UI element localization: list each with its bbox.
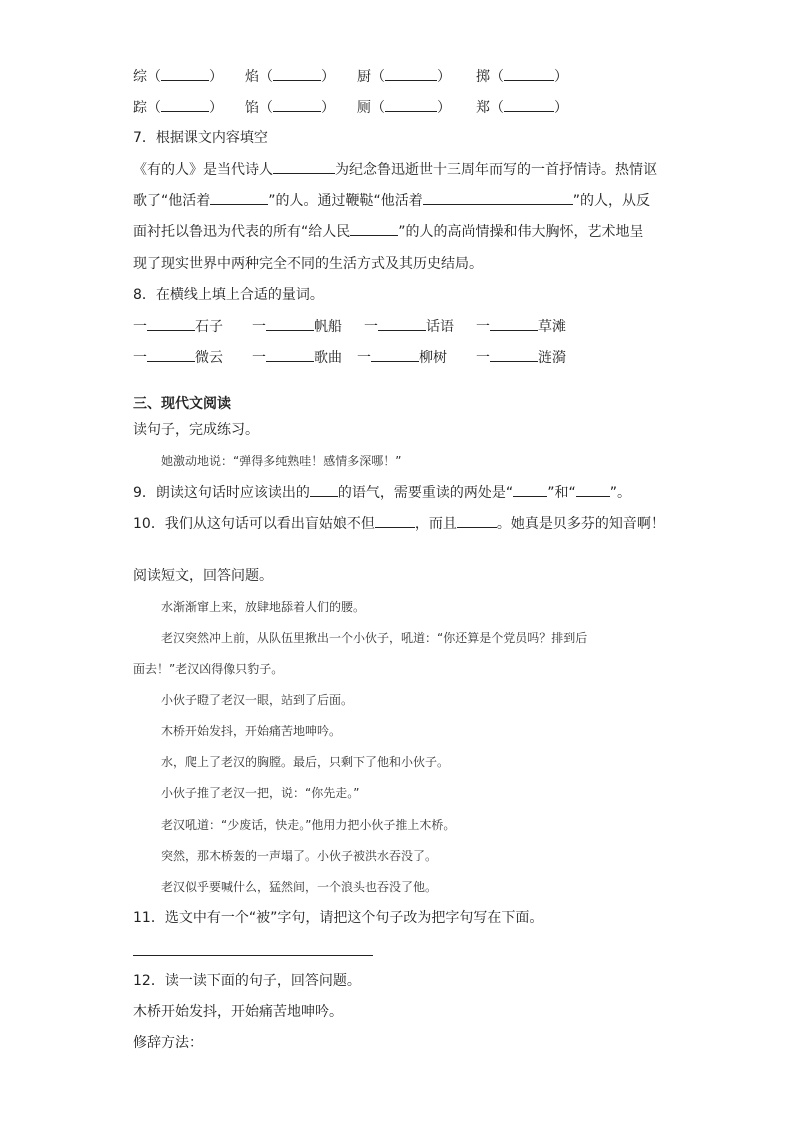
char-item: 综（ ） bbox=[133, 66, 223, 87]
passage-line: 面去！”老汉凶得像只豹子。 bbox=[133, 662, 284, 676]
answer-blank[interactable] bbox=[266, 316, 314, 331]
answer-blank[interactable] bbox=[266, 347, 314, 362]
answer-blank[interactable] bbox=[375, 513, 415, 528]
answer-blank[interactable] bbox=[385, 66, 437, 81]
q7-line-4: 现了现实世界中两种完全不同的生活方式及其历史结局。 bbox=[133, 256, 483, 272]
answer-blank[interactable] bbox=[371, 347, 419, 362]
q7-line-2: 歌了“他活着 ”的人。通过鞭鞑“他活着 ”的人，从反 bbox=[133, 190, 650, 211]
q12-sentence: 木桥开始发抖，开始痛苦地呻吟。 bbox=[133, 1004, 343, 1020]
passage-line: 老汉吼道：“少废话，快走。”他用力把小伙子推上木桥。 bbox=[161, 818, 456, 832]
measure-item: 一 草滩 bbox=[476, 316, 566, 337]
passage-line: 老汉似乎要喊什么，猛然间，一个浪头也吞没了他。 bbox=[161, 880, 438, 894]
section-instruction: 读句子，完成练习。 bbox=[133, 422, 259, 438]
answer-blank[interactable] bbox=[513, 482, 547, 497]
answer-blank[interactable] bbox=[210, 190, 268, 205]
passage-line: 水渐渐窜上来，放肆地舔着人们的腰。 bbox=[161, 600, 366, 614]
measure-item: 一 柳树 bbox=[357, 347, 447, 368]
answer-blank[interactable] bbox=[504, 97, 554, 112]
passage-line: 小伙子瞪了老汉一眼，站到了后面。 bbox=[161, 693, 354, 707]
answer-blank[interactable] bbox=[576, 482, 610, 497]
answer-blank[interactable] bbox=[310, 482, 338, 497]
answer-blank[interactable] bbox=[504, 66, 554, 81]
char-item: 厨（ ） bbox=[357, 66, 451, 87]
answer-blank[interactable] bbox=[378, 316, 426, 331]
q11: 11．选文中有一个“被”字句，请把这个句子改为把字句写在下面。 bbox=[133, 910, 544, 926]
answer-blank[interactable] bbox=[350, 221, 398, 236]
q7-line-1: 《有的人》是当代诗人 为纪念鲁迅逝世十三周年而写的一首抒情诗。热情讴 bbox=[133, 159, 657, 180]
q7-line-3: 面衬托以鲁迅为代表的所有“给人民 ”的人的高尚情操和伟大胸怀，艺术地呈 bbox=[133, 221, 644, 242]
passage-line: 小伙子推了老汉一把，说：“你先走。” bbox=[161, 786, 360, 800]
char-item: 掷（ ） bbox=[476, 66, 568, 87]
measure-item: 一 涟漪 bbox=[476, 347, 566, 368]
char-item: 馅（ ） bbox=[245, 97, 335, 118]
answer-blank[interactable] bbox=[147, 347, 195, 362]
passage-line: 老汉突然冲上前，从队伍里揪出一个小伙子，吼道：“你还算是个党员吗？排到后 bbox=[161, 631, 588, 645]
char-item: 踪（ ） bbox=[133, 97, 223, 118]
answer-blank[interactable] bbox=[273, 97, 321, 112]
measure-item: 一 歌曲 bbox=[252, 347, 342, 368]
section-title: 三、现代文阅读 bbox=[133, 396, 231, 412]
measure-item: 一 微云 bbox=[133, 347, 223, 368]
answer-blank[interactable] bbox=[161, 66, 209, 81]
answer-blank[interactable] bbox=[161, 97, 209, 112]
measure-item: 一 话语 bbox=[364, 316, 454, 337]
q12-label: 修辞方法： bbox=[133, 1035, 203, 1051]
char-item: 郑（ ） bbox=[476, 97, 568, 118]
passage-line: 木桥开始发抖，开始痛苦地呻吟。 bbox=[161, 724, 342, 738]
answer-blank[interactable] bbox=[423, 190, 573, 205]
char-item: 焰（ ） bbox=[245, 66, 335, 87]
q12-title: 12．读一读下面的句子，回答问题。 bbox=[133, 973, 361, 989]
q8-title: 8．在横线上填上合适的量词。 bbox=[133, 287, 324, 303]
answer-line[interactable] bbox=[133, 955, 373, 956]
answer-blank[interactable] bbox=[385, 97, 437, 112]
q7-title: 7．根据课文内容填空 bbox=[133, 130, 268, 146]
answer-blank[interactable] bbox=[490, 347, 538, 362]
measure-item: 一 帆船 bbox=[252, 316, 342, 337]
answer-blank[interactable] bbox=[457, 513, 497, 528]
passage-instruction: 阅读短文，回答问题。 bbox=[133, 568, 273, 584]
measure-item: 一 石子 bbox=[133, 316, 223, 337]
answer-blank[interactable] bbox=[273, 159, 335, 174]
passage-line: 水，爬上了老汉的胸膛。最后，只剩下了他和小伙子。 bbox=[161, 755, 450, 769]
q10: 10．我们从这句话可以看出盲姑娘不但 ，而且 。她真是贝多芬的知音啊！ bbox=[133, 513, 665, 534]
char-item: 厕（ ） bbox=[357, 97, 451, 118]
quote-sentence: 她激动地说：“弹得多纯熟哇！感情多深哪！” bbox=[161, 454, 402, 468]
answer-blank[interactable] bbox=[490, 316, 538, 331]
q9: 9．朗读这句话时应该读出的 的语气，需要重读的两处是“ ”和“ ”。 bbox=[133, 482, 631, 503]
answer-blank[interactable] bbox=[147, 316, 195, 331]
answer-blank[interactable] bbox=[273, 66, 321, 81]
passage-line: 突然，那木桥轰的一声塌了。小伙子被洪水吞没了。 bbox=[161, 849, 438, 863]
